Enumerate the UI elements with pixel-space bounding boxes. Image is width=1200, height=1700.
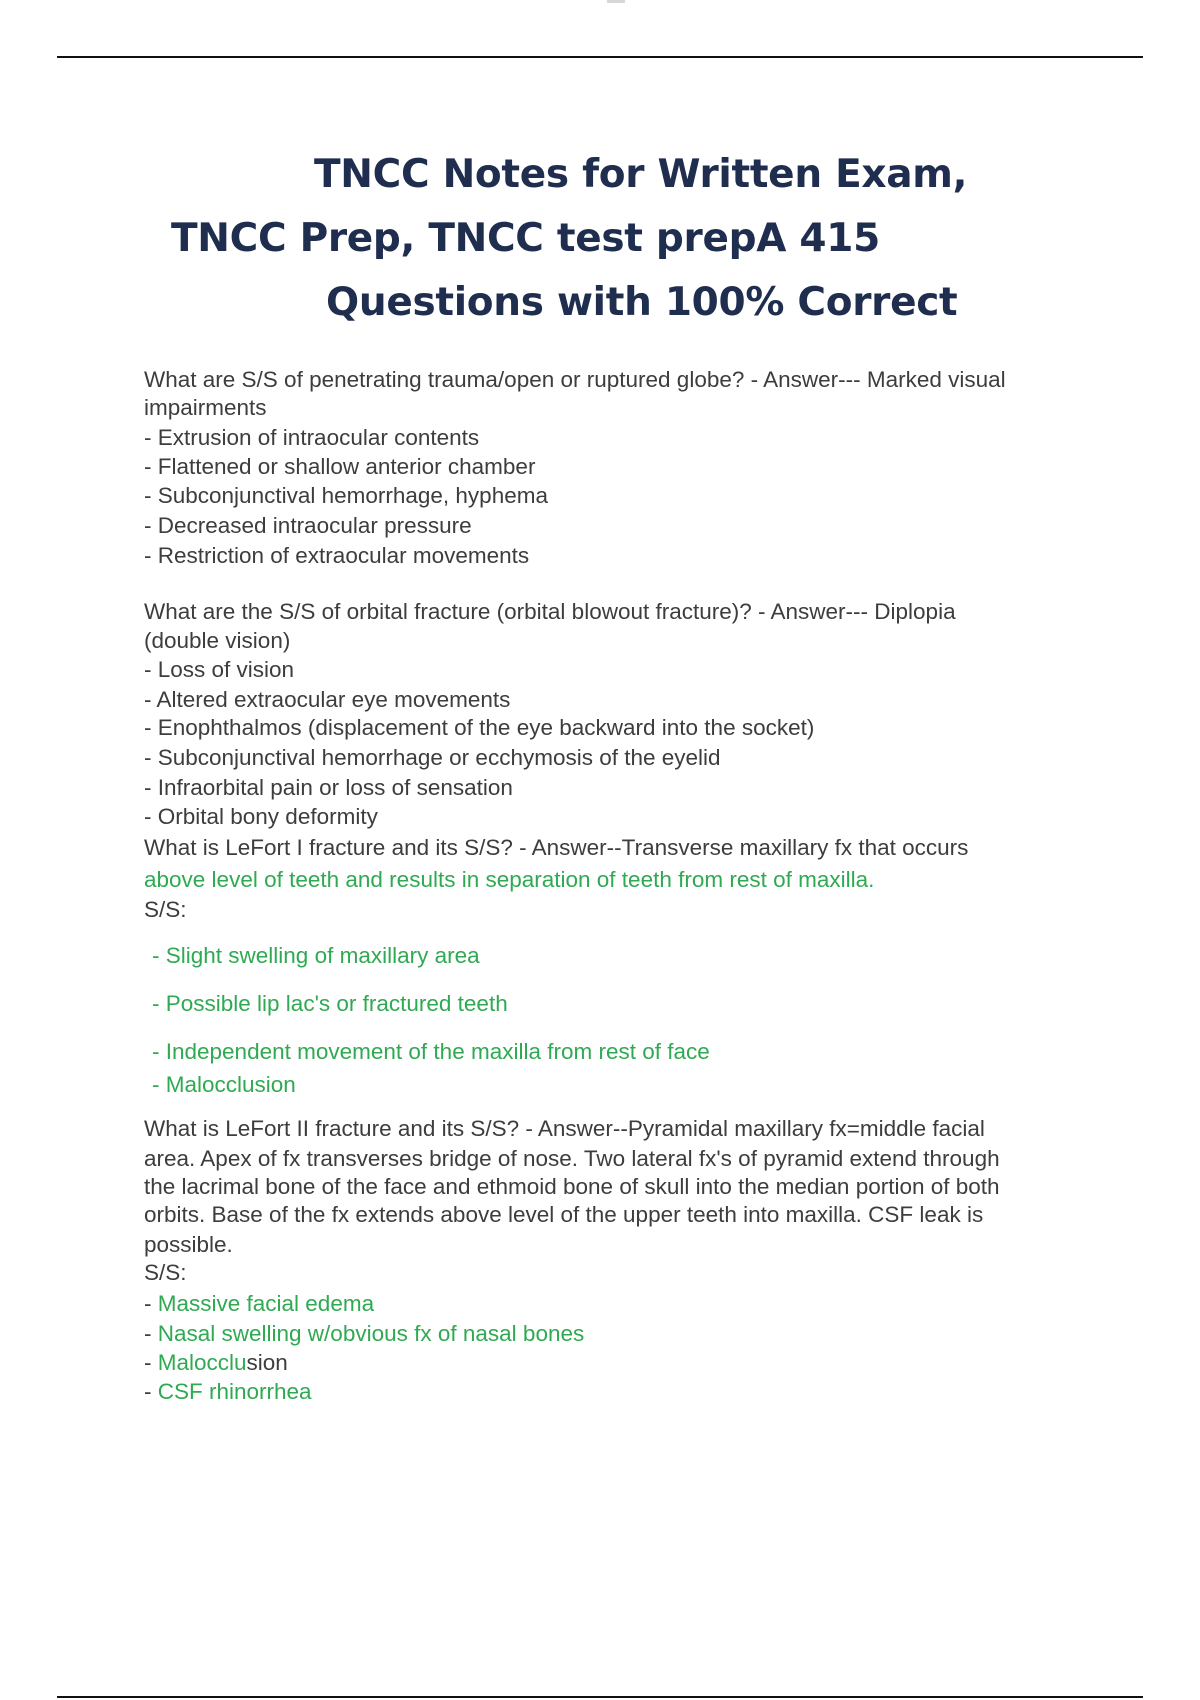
q4-item-dash: - <box>144 1350 158 1375</box>
q4-item-text: CSF rhinorrhea <box>157 1379 312 1404</box>
q4-item-text-green: Malocclu <box>157 1350 247 1375</box>
q1-item: - Extrusion of intraocular contents <box>144 425 480 450</box>
q2-item: - Enophthalmos (displacement of the eye backward into the socket) <box>144 715 815 740</box>
q4-ss-label: S/S: <box>144 1260 187 1285</box>
q3-question-line-2: above level of teeth and results in separation of teeth from rest of maxilla. <box>144 867 875 892</box>
q2-item: - Subconjunctival hemorrhage or ecchymosis of the eyelid <box>144 745 721 770</box>
q4-item-dash: - <box>144 1321 158 1346</box>
q4-item-dash: - <box>144 1379 158 1404</box>
q4-item <box>144 1378 312 1406</box>
q4-item <box>144 1290 374 1318</box>
q4-question-line: possible. <box>144 1232 233 1257</box>
q4-item <box>144 1349 288 1377</box>
q2-item: - Loss of vision <box>144 657 295 682</box>
q2-item: - Altered extraocular eye movements <box>144 687 511 712</box>
q3-item: - Malocclusion <box>152 1072 296 1097</box>
q1-item: - Restriction of extraocular movements <box>144 543 530 568</box>
q2-question-line-1: What are the S/S of orbital fracture (orbital blowout fracture)? - Answer--- Diplopia <box>144 599 956 624</box>
document-title-line-3: Questions with 100% Correct <box>326 280 958 325</box>
q3-item: - Independent movement of the maxilla from rest of face <box>152 1039 710 1064</box>
document-title-line-1: TNCC Notes for Written Exam, <box>314 152 968 197</box>
document-title-line-2: TNCC Prep, TNCC test prepA 415 <box>171 216 880 261</box>
q2-item: - Infraorbital pain or loss of sensation <box>144 775 513 800</box>
q3-ss-label: S/S: <box>144 897 187 922</box>
q2-item: - Orbital bony deformity <box>144 804 378 829</box>
q1-item: - Flattened or shallow anterior chamber <box>144 454 536 479</box>
q1-item: - Subconjunctival hemorrhage, hyphema <box>144 483 548 508</box>
q1-question-line-2: impairments <box>144 395 267 420</box>
q4-question-line: What is LeFort II fracture and its S/S? - Answer--Pyramidal maxillary fx=middle facial <box>144 1116 985 1141</box>
header-rule <box>57 56 1143 58</box>
q3-item: - Slight swelling of maxillary area <box>152 943 480 968</box>
q4-item-text: Massive facial edema <box>157 1291 375 1316</box>
q1-item: - Decreased intraocular pressure <box>144 513 472 538</box>
q4-item-text: Nasal swelling w/obvious fx of nasal bones <box>157 1321 585 1346</box>
q3-item: - Possible lip lac's or fractured teeth <box>152 991 508 1016</box>
q4-item <box>144 1320 584 1348</box>
q4-question-line: the lacrimal bone of the face and ethmoid bone of skull into the median portion of both <box>144 1174 1000 1199</box>
q4-question-line: area. Apex of fx transverses bridge of nose. Two lateral fx's of pyramid extend through <box>144 1146 1000 1171</box>
q4-question-line: orbits. Base of the fx extends above level of the upper teeth into maxilla. CSF leak is <box>144 1202 984 1227</box>
q4-item-dash: - <box>144 1291 158 1316</box>
page-top-tab <box>607 0 625 3</box>
q2-question-line-2: (double vision) <box>144 628 291 653</box>
q4-item-text-rest: sion <box>246 1350 288 1375</box>
footer-rule <box>57 1696 1143 1698</box>
q1-question-line-1: What are S/S of penetrating trauma/open or ruptured globe? - Answer--- Marked visual <box>144 367 1006 392</box>
q3-question-line-1: What is LeFort I fracture and its S/S? - Answer--Transverse maxillary fx that occurs <box>144 835 969 860</box>
